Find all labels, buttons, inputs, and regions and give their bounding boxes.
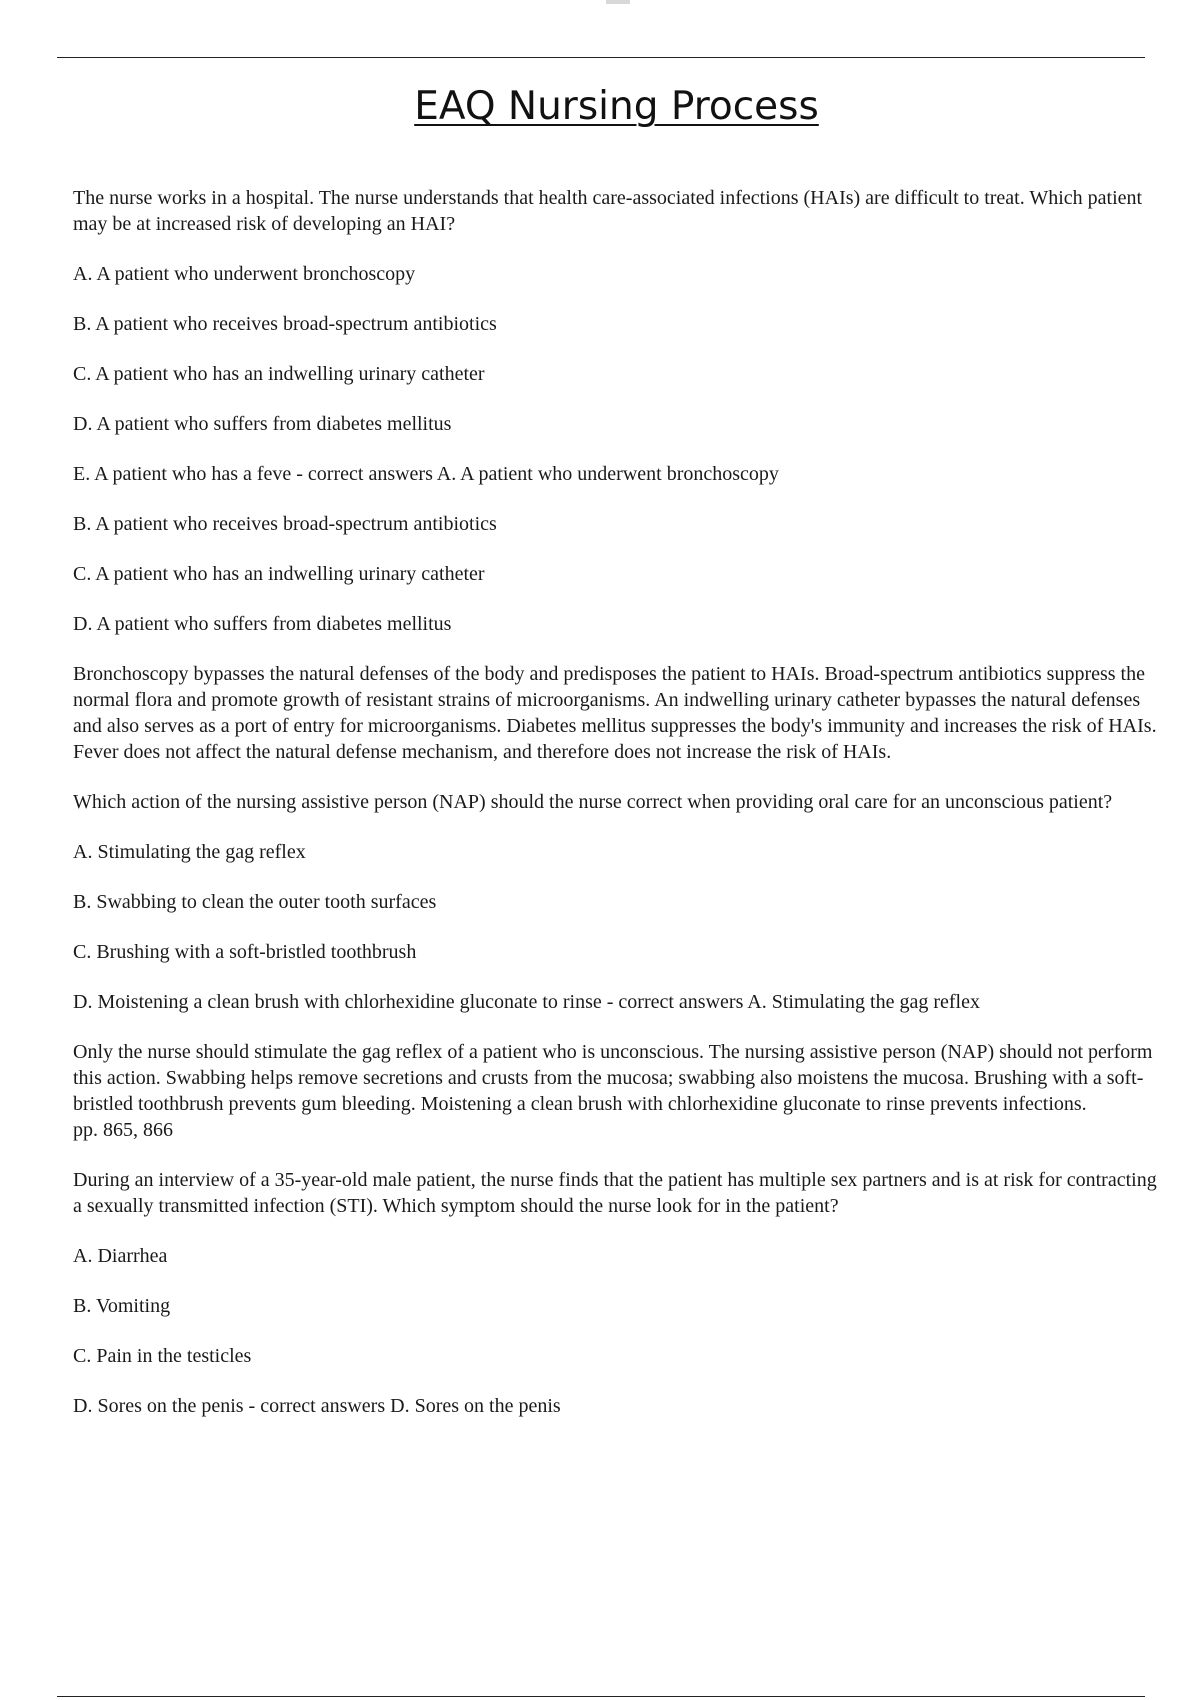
header-rule <box>57 57 1145 58</box>
question-2-rationale-block <box>73 1039 1163 1143</box>
question-2-option-c: C. Brushing with a soft-bristled toothbrush <box>73 941 417 963</box>
page-top-marker <box>606 0 630 4</box>
question-3-option-d-answer: D. Sores on the penis - correct answers D. Sores on the penis <box>73 1395 561 1417</box>
footer-rule <box>57 1696 1145 1697</box>
question-1-answer-b: B. A patient who receives broad-spectrum antibiotics <box>73 513 497 535</box>
question-1-option-b: B. A patient who receives broad-spectrum antibiotics <box>73 313 497 335</box>
question-1-option-d: D. A patient who suffers from diabetes mellitus <box>73 413 452 435</box>
question-2-option-d-answer: D. Moistening a clean brush with chlorhexidine gluconate to rinse - correct answers A. Stimulating the gag reflex <box>73 991 980 1013</box>
question-2-rationale: Only the nurse should stimulate the gag reflex of a patient who is unconscious. The nursing assistive person (NAP) should not perform this action. Swabbing helps remove secretions and crusts from the mucosa; swabbing also moistens the mucosa. Brushing with a soft-bristled toothbrush prevents gum bleeding. Moistening a clean brush with chlorhexidine gluconate to rinse prevents infections. <box>73 1041 1153 1115</box>
document-body <box>73 185 1163 1443</box>
question-3-option-a: A. Diarrhea <box>73 1245 168 1267</box>
question-3-option-c: C. Pain in the testicles <box>73 1345 252 1367</box>
question-2-option-b: B. Swabbing to clean the outer tooth surfaces <box>73 891 437 913</box>
question-2-stem: Which action of the nursing assistive person (NAP) should the nurse correct when providing oral care for an unconscious patient? <box>73 791 1113 813</box>
question-2-option-a: A. Stimulating the gag reflex <box>73 841 306 863</box>
question-3-option-b: B. Vomiting <box>73 1295 171 1317</box>
document-title: EAQ Nursing Process <box>414 84 819 129</box>
question-1-option-e-answer: E. A patient who has a feve - correct answers A. A patient who underwent bronchoscopy <box>73 463 779 485</box>
question-3-stem: During an interview of a 35-year-old male patient, the nurse finds that the patient has multiple sex partners and is at risk for contracting a sexually transmitted infection (STI). Which symptom should the nurse look for in the patient? <box>73 1169 1157 1217</box>
question-1-stem: The nurse works in a hospital. The nurse understands that health care-associated infections (HAIs) are difficult to treat. Which patient may be at increased risk of developing an HAI? <box>73 187 1143 235</box>
question-1-option-c: C. A patient who has an indwelling urinary catheter <box>73 363 485 385</box>
question-1-answer-d: D. A patient who suffers from diabetes mellitus <box>73 613 452 635</box>
question-2-page-reference: pp. 865, 866 <box>73 1119 173 1141</box>
question-1-option-a: A. A patient who underwent bronchoscopy <box>73 263 416 285</box>
question-1-rationale: Bronchoscopy bypasses the natural defenses of the body and predisposes the patient to HAIs. Broad-spectrum antibiotics suppress the normal flora and promote growth of resistant strains of microorganisms. An indwelling urinary catheter bypasses the natural defenses and also serves as a port of entry for microorganisms. Diabetes mellitus suppresses the body's immunity and increases the risk of HAIs. Fever does not affect the natural defense mechanism, and therefore does not increase the risk of HAIs. <box>73 663 1157 763</box>
question-1-answer-c: C. A patient who has an indwelling urinary catheter <box>73 563 485 585</box>
